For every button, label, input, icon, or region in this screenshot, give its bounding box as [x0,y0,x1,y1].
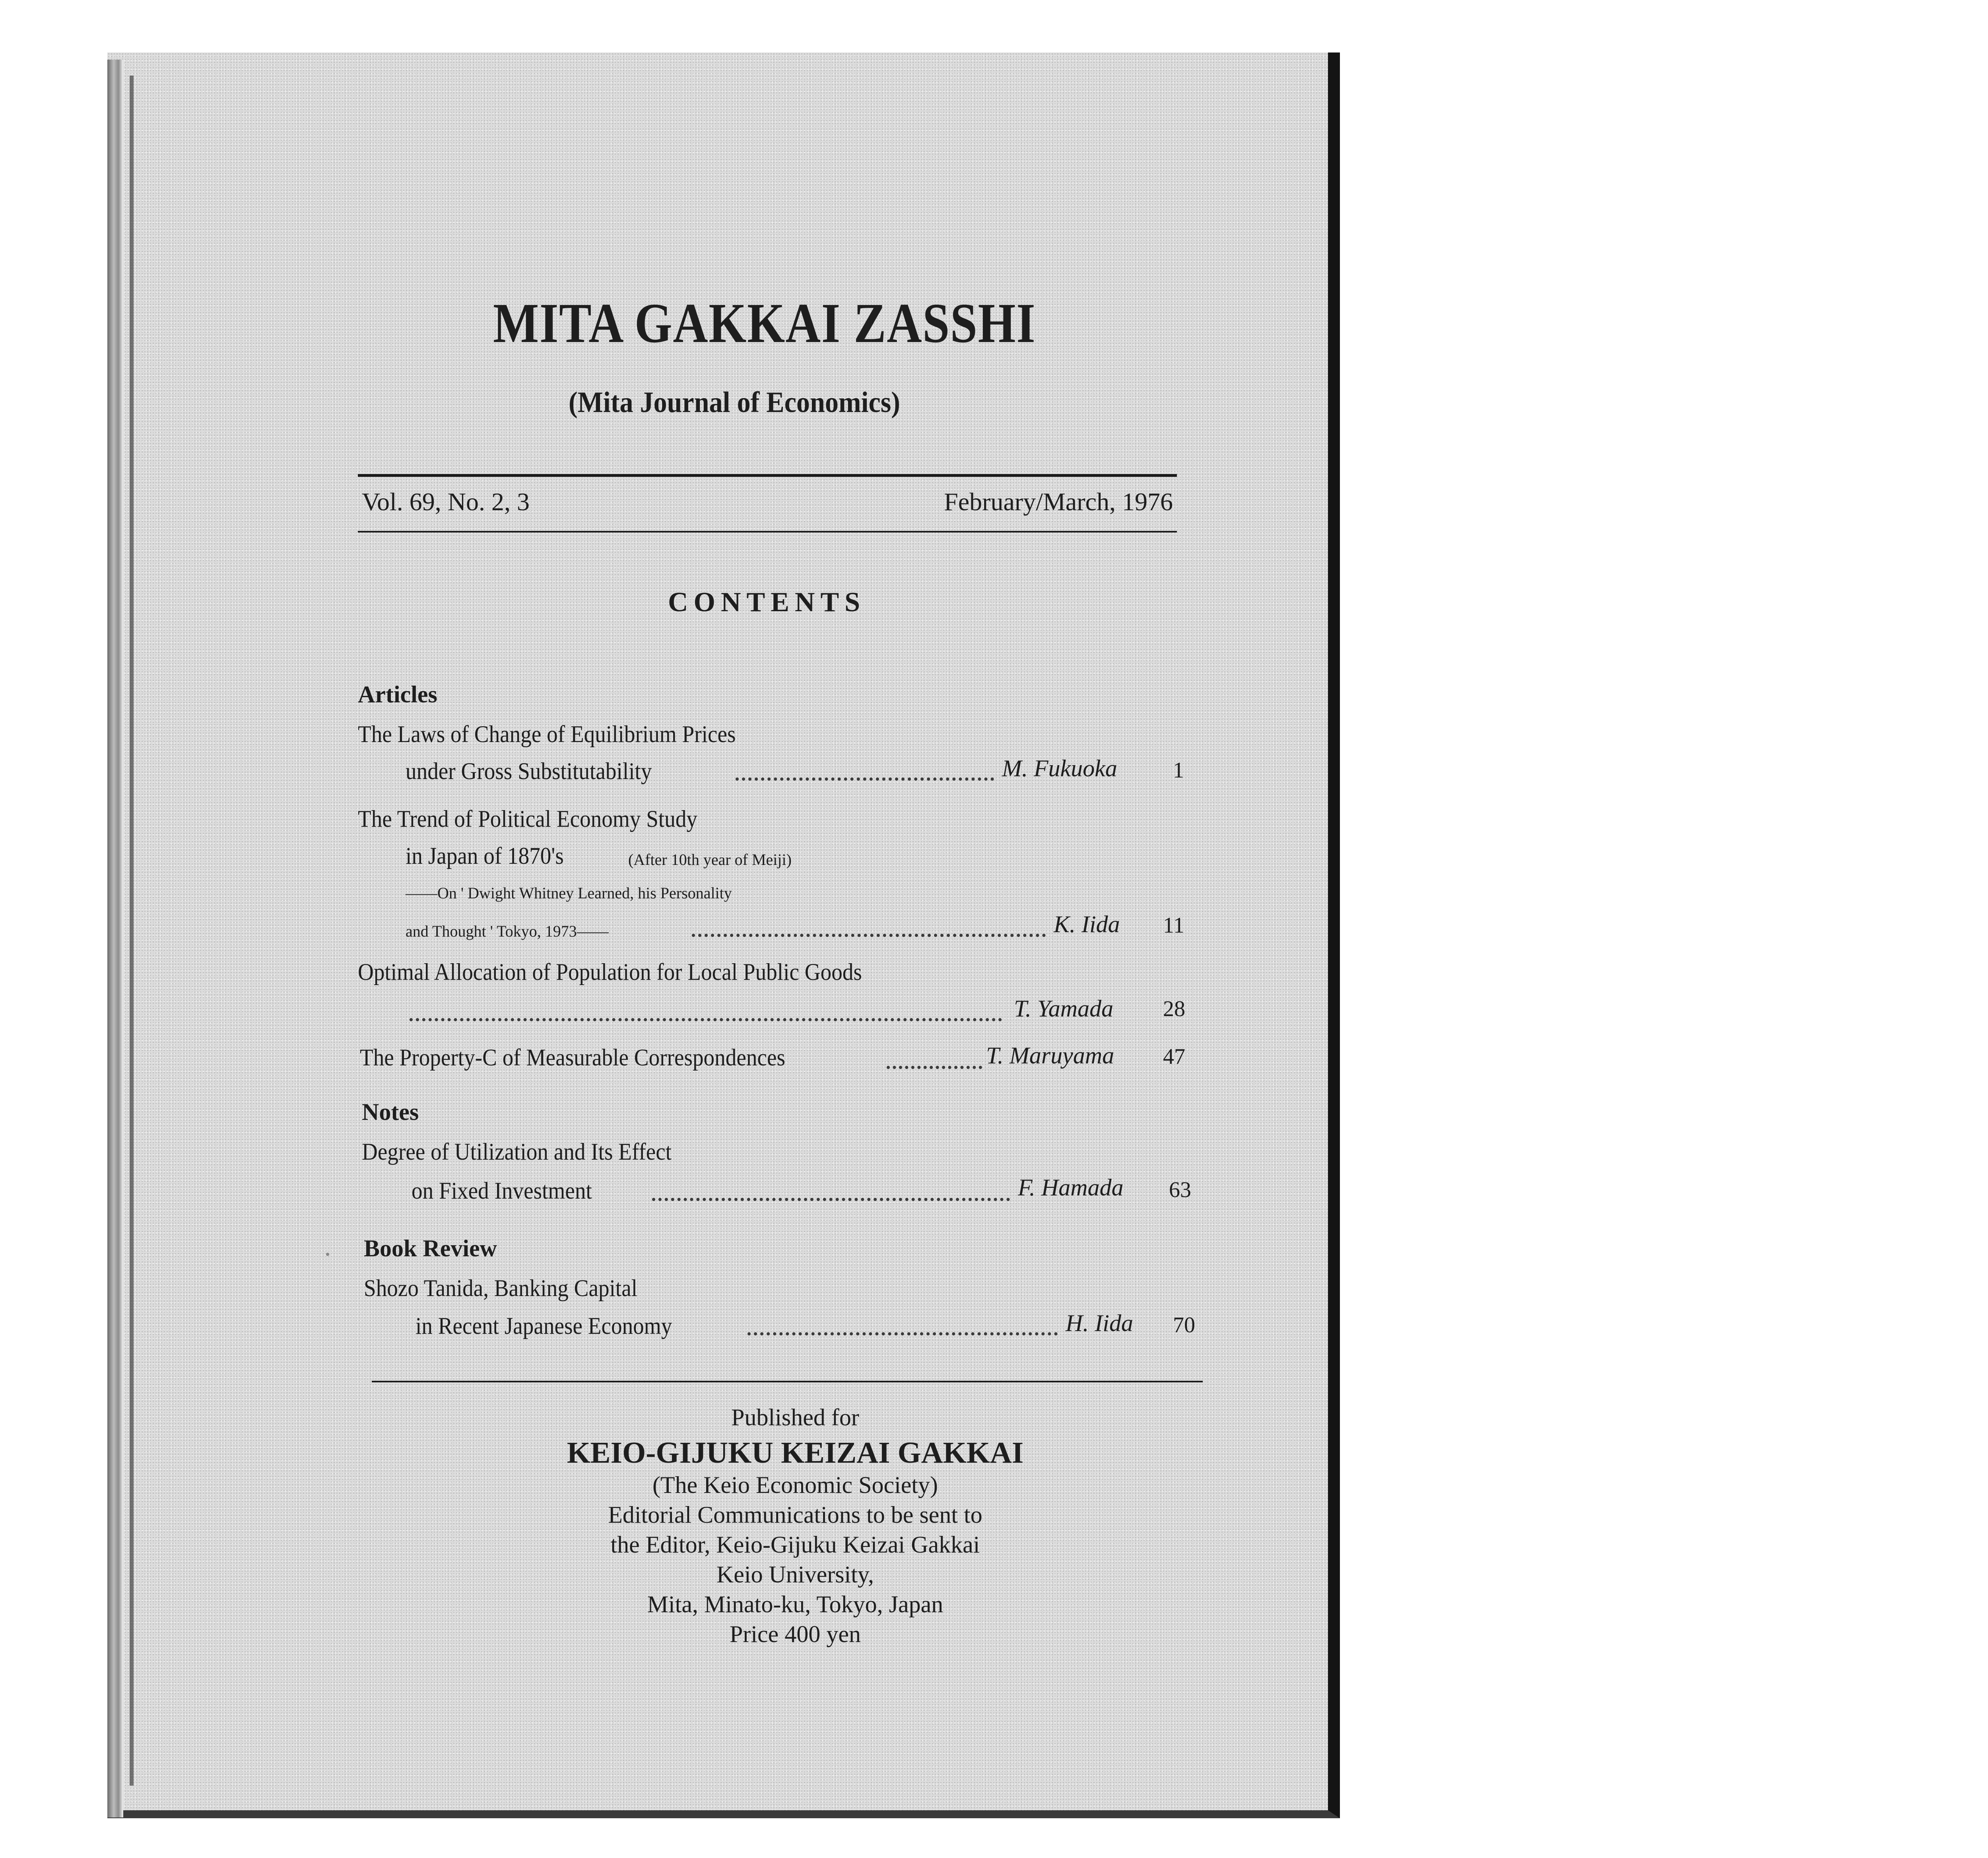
issue-volume: Vol. 69, No. 2, 3 [362,488,530,516]
publisher-society-en: (The Keio Economic Society) [652,1472,938,1498]
toc-entry-title: Shozo Tanida, Banking Capital [364,1275,638,1301]
issue-rule [358,531,1177,533]
toc-entry-page: 11 [1163,913,1184,938]
toc-entry-subtitle: on Fixed Investment [412,1178,592,1204]
toc-entry-author: T. Maruyama [986,1042,1114,1069]
stray-mark [326,1253,329,1256]
toc-entry-title: The Trend of Political Economy Study [358,806,698,832]
section-heading-notes: Notes [362,1099,419,1125]
toc-entry-subtitle: under Gross Substitutability [406,758,652,784]
published-for: Published for [731,1404,859,1430]
toc-entry-title: Optimal Allocation of Population for Local Public Goods [358,959,862,985]
contents-heading: CONTENTS [668,587,866,618]
editorial-line-2: the Editor, Keio-Gijuku Keizai Gakkai [610,1531,980,1558]
editorial-line-1: Editorial Communications to be sent to [608,1502,982,1528]
footer-rule [372,1381,1203,1382]
toc-entry-author: F. Hamada [1018,1174,1124,1201]
toc-entry-author: H. Iida [1066,1310,1133,1336]
toc-entry-page: 28 [1163,997,1185,1021]
top-rule [358,474,1177,477]
publisher-university: Keio University, [716,1561,874,1588]
toc-entry-subtitle: in Japan of 1870's [406,843,564,869]
toc-entry-title: The Laws of Change of Equilibrium Prices [358,721,736,747]
toc-leader-dots [887,1066,982,1069]
toc-leader-dots [747,1332,1058,1335]
toc-entry-subtitle: in Recent Japanese Economy [415,1313,672,1339]
toc-entry-author: K. Iida [1054,911,1120,937]
toc-leader-dots [736,777,994,781]
toc-entry-page: 63 [1169,1178,1191,1202]
issue-line [362,487,1173,517]
publisher-address: Mita, Minato-ku, Tokyo, Japan [647,1591,944,1617]
toc-entry-page: 47 [1163,1044,1185,1069]
toc-entry-note: and Thought ' Tokyo, 1973—— [406,922,609,940]
issue-date: February/March, 1976 [944,488,1173,516]
toc-entry-page: 70 [1173,1313,1195,1337]
page-binding-edge [107,60,123,1817]
toc-entry-title: Degree of Utilization and Its Effect [362,1139,672,1165]
journal-subtitle: (Mita Journal of Economics) [569,386,900,419]
page-spine-shadow [130,76,134,1786]
toc-entry-note: ——On ' Dwight Whitney Learned, his Personality [406,884,732,902]
toc-entry-note: (After 10th year of Meiji) [628,851,792,869]
section-heading-book-review: Book Review [364,1235,497,1261]
toc-entry-author: T. Yamada [1014,995,1114,1022]
toc-entry-title: The Property-C of Measurable Correspondences [360,1044,785,1071]
publisher-society: KEIO-GIJUKU KEIZAI GAKKAI [567,1436,1024,1469]
toc-entry-author: M. Fukuoka [1002,755,1117,781]
toc-leader-dots [410,1018,1002,1021]
toc-leader-dots [692,934,1046,937]
toc-entry-page: 1 [1173,758,1184,783]
section-heading-articles: Articles [358,681,437,707]
issue-price: Price 400 yen [730,1621,861,1647]
toc-leader-dots [652,1198,1010,1201]
journal-title: MITA GAKKAI ZASSHI [493,292,1036,354]
